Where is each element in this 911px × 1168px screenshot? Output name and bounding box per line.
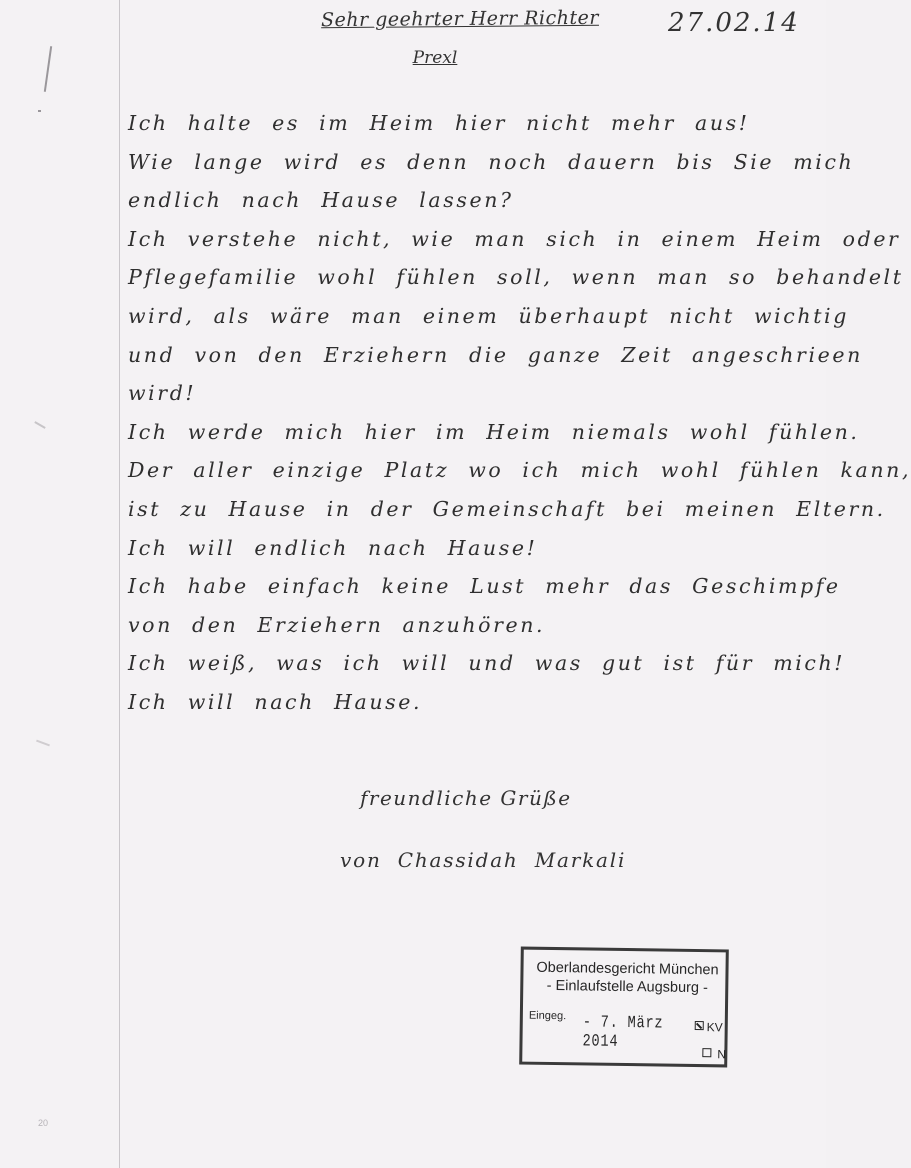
letter-signature: von Chassidah Markali [340, 848, 627, 872]
letter-closing: freundliche Grüße [360, 786, 572, 810]
body-line: Pflegefamilie wohl fühlen soll, wenn man so behandelt [128, 265, 904, 290]
stamp-received-date: - 7. März 2014 [582, 1013, 664, 1052]
body-line: Ich halte es im Heim hier nicht mehr aus! [128, 111, 750, 135]
stamp-court-name: Oberlandesgericht München [536, 959, 719, 979]
body-line: von den Erziehern anzuhören. [128, 612, 546, 637]
court-received-stamp [519, 947, 729, 1068]
page-number: 20 [38, 1118, 49, 1128]
body-line: Wie lange wird es denn noch dauern bis Sie mich [128, 149, 855, 174]
margin-mark-lower [36, 740, 50, 747]
body-line: Der aller einzige Platz wo ich mich wohl fühlen kann, [128, 458, 911, 483]
body-line: Ich habe einfach keine Lust mehr das Geschimpfe [128, 574, 841, 599]
letter-salutation: Sehr geehrter Herr Richter [320, 6, 600, 32]
letter-recipient-name: Prexl [412, 48, 458, 68]
stamp-office-name: - Einlaufstelle Augsburg - [546, 977, 708, 997]
stamp-received-label: Eingeg. [528, 1009, 567, 1023]
margin-mark-top [44, 46, 52, 92]
body-line: Ich will nach Hause. [128, 689, 423, 714]
stamp-kv-checkbox-checked [695, 1021, 704, 1030]
body-line: ist zu Hause in der Gemeinschaft bei meinen Eltern. [128, 496, 886, 521]
body-line: wird, als wäre man einem überhaupt nicht wichtig [128, 303, 849, 328]
stamp-n-checkbox [702, 1048, 711, 1057]
body-line: Ich weiß, was ich will und was gut ist für mich! [128, 651, 846, 676]
stamp-n-label: N [717, 1047, 727, 1062]
body-line: endlich nach Hause lassen? [128, 188, 514, 213]
stamp-kv-label: KV [706, 1020, 723, 1035]
body-line: und von den Erziehern die ganze Zeit angeschrieen [128, 342, 863, 367]
body-line: Ich werde mich hier im Heim niemals wohl fühlen. [128, 419, 860, 444]
body-line: Ich verstehe nicht, wie man sich in einem Heim oder [128, 226, 901, 251]
margin-mark-dot [38, 110, 41, 112]
margin-line [119, 0, 120, 1168]
body-line: wird! [128, 381, 197, 406]
letter-date: 27.02.14 [668, 8, 800, 38]
body-line: Ich will endlich nach Hause! [128, 535, 538, 560]
margin-mark-middle [34, 421, 45, 429]
letter-body [128, 104, 911, 722]
